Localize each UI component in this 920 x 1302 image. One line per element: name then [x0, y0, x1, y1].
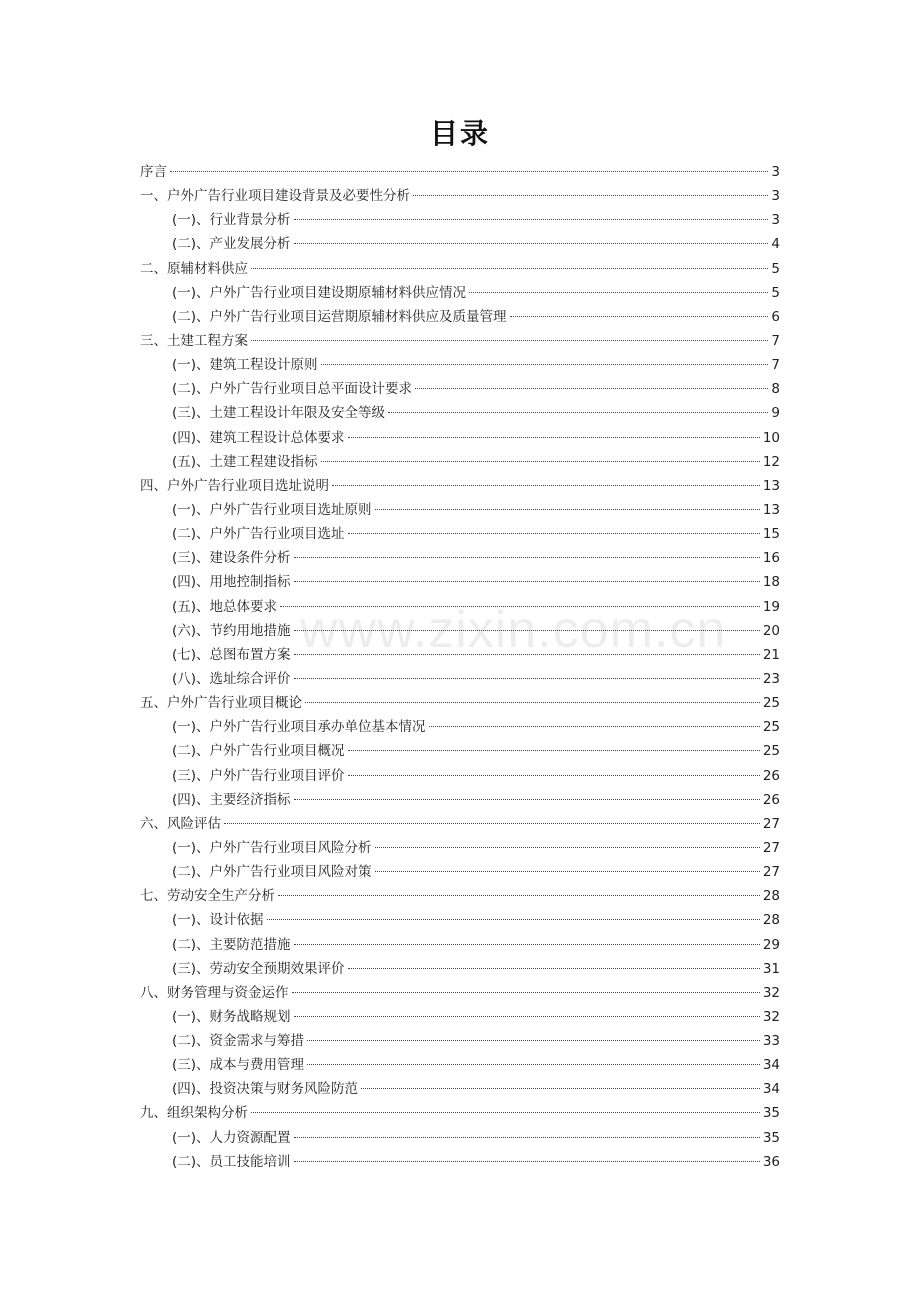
toc-entry-label[interactable]: (一)、户外广告行业项目风险分析 [172, 839, 372, 856]
toc-section-entry[interactable] [140, 764, 780, 788]
toc-entry-label[interactable]: 序言 [140, 164, 167, 180]
toc-dot-leader [307, 1040, 760, 1041]
toc-dot-leader [294, 1161, 760, 1162]
toc-dot-leader [413, 195, 768, 196]
toc-dot-leader [388, 412, 768, 413]
toc-dot-leader [375, 871, 760, 872]
toc-page-number: 26 [762, 767, 780, 784]
toc-dot-leader [361, 1088, 760, 1089]
toc-dot-leader [292, 992, 760, 993]
toc-page-number: 20 [762, 622, 780, 639]
toc-section-entry[interactable] [140, 426, 780, 450]
toc-page-number: 28 [762, 912, 780, 929]
toc-page-number: 9 [771, 405, 780, 422]
toc-section-entry[interactable] [140, 281, 780, 305]
toc-chapter-entry[interactable] [140, 691, 780, 715]
toc-entry-label[interactable]: (一)、行业背景分析 [172, 212, 291, 229]
toc-page-number: 36 [762, 1153, 780, 1170]
toc-page-number: 33 [762, 1033, 780, 1050]
toc-dot-leader [510, 316, 769, 317]
toc-chapter-entry[interactable] [140, 884, 780, 908]
toc-chapter-entry[interactable] [140, 474, 780, 498]
toc-page-number: 31 [762, 960, 780, 977]
toc-dot-leader [332, 485, 760, 486]
toc-section-entry[interactable] [140, 908, 780, 932]
toc-section-entry[interactable] [140, 1005, 780, 1029]
toc-page-number: 35 [762, 1105, 780, 1122]
toc-dot-leader [170, 171, 768, 172]
toc-entry-label[interactable]: (二)、户外广告行业项目风险对策 [172, 864, 372, 881]
toc-page-number: 7 [771, 357, 780, 374]
toc-section-entry[interactable] [140, 667, 780, 691]
toc-page-number: 25 [762, 743, 780, 760]
toc-dot-leader [294, 219, 769, 220]
toc-page-number: 35 [762, 1129, 780, 1146]
toc-page-number: 8 [771, 381, 780, 398]
toc-section-entry[interactable] [140, 401, 780, 425]
toc-page-number: 23 [762, 670, 780, 687]
toc-page-number: 29 [762, 936, 780, 953]
toc-page-number: 32 [762, 984, 780, 1001]
toc-page-number: 13 [762, 501, 780, 518]
toc-page-number: 18 [762, 574, 780, 591]
toc-page-number: 13 [762, 477, 780, 494]
table-of-contents [140, 160, 780, 1174]
toc-dot-leader [348, 533, 760, 534]
toc-section-entry[interactable] [140, 498, 780, 522]
toc-entry-label[interactable]: (四)、主要经济指标 [172, 791, 291, 808]
toc-chapter-entry[interactable] [140, 981, 780, 1005]
toc-dot-leader [294, 557, 760, 558]
toc-dot-leader [294, 1137, 760, 1138]
toc-dot-leader [348, 968, 760, 969]
toc-entry-label[interactable]: (一)、人力资源配置 [172, 1129, 291, 1146]
watermark: www.zixin.com.cn [300, 601, 727, 659]
toc-page-number: 6 [771, 308, 780, 325]
toc-entry-label[interactable]: 九、组织架构分析 [140, 1105, 248, 1122]
toc-section-entry[interactable] [140, 570, 780, 594]
toc-page-number: 12 [762, 453, 780, 470]
toc-chapter-entry[interactable] [140, 329, 780, 353]
toc-entry-label[interactable]: (四)、建筑工程设计总体要求 [172, 429, 345, 446]
toc-page-number: 27 [762, 839, 780, 856]
toc-entry-label[interactable]: 七、劳动安全生产分析 [140, 888, 275, 905]
toc-page-number: 25 [762, 719, 780, 736]
toc-entry-label[interactable]: 八、财务管理与资金运作 [140, 984, 289, 1001]
toc-entry-label[interactable]: (四)、投资决策与财务风险防范 [172, 1081, 359, 1098]
toc-dot-leader [280, 606, 760, 607]
toc-section-entry[interactable] [140, 522, 780, 546]
toc-dot-leader [415, 388, 768, 389]
toc-entry-label[interactable]: (三)、劳动安全预期效果评价 [172, 960, 345, 977]
toc-section-entry[interactable] [140, 353, 780, 377]
toc-page-number: 7 [771, 332, 780, 349]
toc-dot-leader [348, 750, 760, 751]
toc-chapter-entry[interactable] [140, 184, 780, 208]
toc-dot-leader [294, 1016, 760, 1017]
toc-section-entry[interactable] [140, 619, 780, 643]
toc-section-entry[interactable] [140, 860, 780, 884]
toc-entry-label[interactable]: (四)、用地控制指标 [172, 574, 291, 591]
toc-dot-leader [251, 1112, 760, 1113]
toc-section-entry[interactable] [140, 957, 780, 981]
toc-entry-label[interactable]: (二)、资金需求与筹措 [172, 1033, 305, 1050]
toc-page-number: 3 [771, 188, 780, 205]
toc-entry-label[interactable]: (五)、地总体要求 [172, 598, 278, 615]
toc-entry-label[interactable]: (二)、户外广告行业项目选址 [172, 526, 345, 543]
toc-entry-label[interactable]: (六)、节约用地措施 [172, 622, 291, 639]
toc-page-number: 21 [762, 646, 780, 663]
toc-entry-label[interactable]: (一)、户外广告行业项目建设期原辅材料供应情况 [172, 284, 467, 301]
toc-entry-label[interactable]: 四、户外广告行业项目选址说明 [140, 477, 329, 494]
toc-entry-label[interactable]: (三)、建设条件分析 [172, 550, 291, 567]
toc-dot-leader [321, 364, 769, 365]
toc-entry-label[interactable]: (八)、选址综合评价 [172, 670, 291, 687]
toc-entry-label[interactable]: 一、户外广告行业项目建设背景及必要性分析 [140, 188, 410, 205]
toc-section-entry[interactable] [140, 715, 780, 739]
toc-section-entry[interactable] [140, 739, 780, 763]
toc-page-number: 3 [771, 212, 780, 229]
toc-page-number: 27 [762, 864, 780, 881]
toc-entry-label[interactable]: (二)、户外广告行业项目总平面设计要求 [172, 381, 413, 398]
toc-dot-leader [321, 461, 760, 462]
toc-dot-leader [469, 292, 768, 293]
toc-page-number: 34 [762, 1081, 780, 1098]
toc-page-number: 26 [762, 791, 780, 808]
toc-page-number: 5 [771, 260, 780, 277]
toc-entry-label[interactable]: (五)、土建工程建设指标 [172, 453, 318, 470]
toc-dot-leader [294, 581, 760, 582]
toc-section-entry[interactable] [140, 1150, 780, 1174]
toc-section-entry[interactable] [140, 933, 780, 957]
toc-chapter-entry[interactable] [140, 257, 780, 281]
toc-section-entry[interactable] [140, 377, 780, 401]
toc-dot-leader [375, 847, 760, 848]
toc-page-number: 4 [771, 236, 780, 253]
toc-section-entry[interactable] [140, 595, 780, 619]
toc-dot-leader [294, 799, 760, 800]
toc-entry-label[interactable]: (一)、户外广告行业项目承办单位基本情况 [172, 719, 426, 736]
toc-section-entry[interactable] [140, 208, 780, 232]
toc-section-entry[interactable] [140, 450, 780, 474]
toc-entry-label[interactable]: (三)、土建工程设计年限及安全等级 [172, 405, 386, 422]
toc-chapter-entry[interactable] [140, 160, 780, 184]
toc-entry-label[interactable]: (二)、主要防范措施 [172, 936, 291, 953]
toc-section-entry[interactable] [140, 643, 780, 667]
toc-section-entry[interactable] [140, 1053, 780, 1077]
toc-dot-leader [307, 1064, 760, 1065]
toc-dot-leader [294, 654, 760, 655]
toc-entry-label[interactable]: (一)、设计依据 [172, 912, 264, 929]
toc-section-entry[interactable] [140, 1029, 780, 1053]
toc-entry-label[interactable]: (一)、建筑工程设计原则 [172, 357, 318, 374]
toc-dot-leader [278, 895, 760, 896]
toc-dot-leader [294, 243, 769, 244]
toc-entry-label[interactable]: (二)、户外广告行业项目运营期原辅材料供应及质量管理 [172, 308, 507, 325]
toc-page-number: 34 [762, 1057, 780, 1074]
toc-dot-leader [375, 509, 760, 510]
toc-section-entry[interactable] [140, 546, 780, 570]
toc-entry-label[interactable]: 六、风险评估 [140, 815, 221, 832]
page-title: 目录 [429, 117, 490, 150]
toc-entry-label[interactable]: 五、户外广告行业项目概论 [140, 695, 302, 712]
toc-page-number: 3 [771, 164, 780, 180]
toc-entry-label[interactable]: (二)、产业发展分析 [172, 236, 291, 253]
toc-dot-leader [251, 268, 768, 269]
toc-dot-leader [294, 630, 760, 631]
toc-entry-label[interactable]: (二)、户外广告行业项目概况 [172, 743, 345, 760]
toc-dot-leader [251, 340, 768, 341]
toc-dot-leader [348, 775, 760, 776]
toc-dot-leader [224, 823, 760, 824]
toc-page-number: 5 [771, 284, 780, 301]
toc-chapter-entry[interactable] [140, 812, 780, 836]
toc-dot-leader [429, 726, 760, 727]
toc-entry-label[interactable]: (三)、户外广告行业项目评价 [172, 767, 345, 784]
toc-dot-leader [267, 919, 760, 920]
toc-page-number: 10 [762, 429, 780, 446]
toc-dot-leader [294, 944, 760, 945]
toc-entry-label[interactable]: (一)、财务战略规划 [172, 1008, 291, 1025]
toc-page-number: 15 [762, 526, 780, 543]
toc-chapter-entry[interactable] [140, 1101, 780, 1125]
toc-page-number: 28 [762, 888, 780, 905]
toc-entry-label[interactable]: (三)、成本与费用管理 [172, 1057, 305, 1074]
toc-page-number: 16 [762, 550, 780, 567]
toc-section-entry[interactable] [140, 1077, 780, 1101]
toc-page-number: 25 [762, 695, 780, 712]
toc-dot-leader [305, 702, 760, 703]
toc-entry-label[interactable]: 三、土建工程方案 [140, 332, 248, 349]
toc-dot-leader [348, 437, 760, 438]
toc-page-number: 19 [762, 598, 780, 615]
toc-section-entry[interactable] [140, 836, 780, 860]
toc-entry-label[interactable]: (七)、总图布置方案 [172, 646, 291, 663]
toc-section-entry[interactable] [140, 1126, 780, 1150]
toc-page-number: 32 [762, 1008, 780, 1025]
toc-page-number: 27 [762, 815, 780, 832]
toc-dot-leader [294, 678, 760, 679]
toc-section-entry[interactable] [140, 232, 780, 256]
toc-entry-label[interactable]: (一)、户外广告行业项目选址原则 [172, 501, 372, 518]
toc-entry-label[interactable]: (二)、员工技能培训 [172, 1153, 291, 1170]
toc-entry-label[interactable]: 二、原辅材料供应 [140, 260, 248, 277]
toc-section-entry[interactable] [140, 305, 780, 329]
toc-section-entry[interactable] [140, 788, 780, 812]
